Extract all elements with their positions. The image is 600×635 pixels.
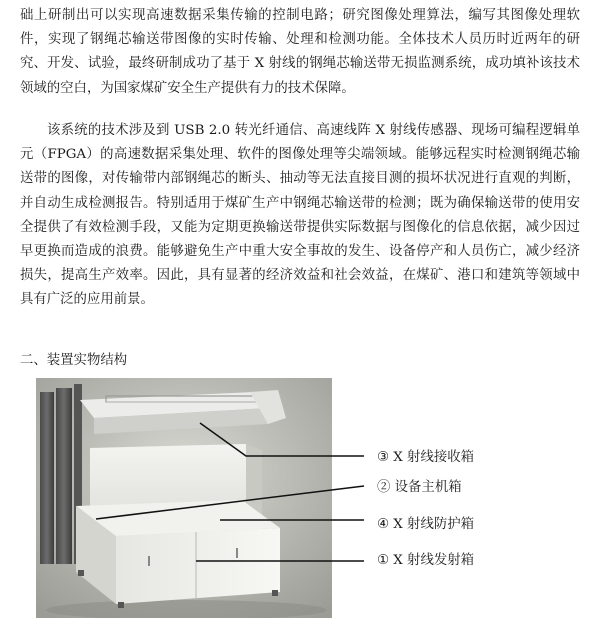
label-xray-shield-box: ④ X 射线防护箱 <box>377 517 475 532</box>
paragraph-1: 础上研制出可以实现高速数据采集传输的控制电路；研究图像处理算法，编写其图像处理软件，实现了钢绳芯输送带图像的实时传输、处理和检测功能。全体技术人员历时近两年的研究、开发、试验，最终研制成功了基于 X 射线的钢绳芯输送带无损监测系统，成功填补该技术领域的空白，为国家煤矿安全生产提供有力的技术保障。 <box>20 8 580 96</box>
section-heading: 二、装置实物结构 <box>20 353 128 368</box>
label-xray-receiver-box: ③ X 射线接收箱 <box>377 450 475 465</box>
paragraph-2: 该系统的技术涉及到 USB 2.0 转光纤通信、高速线阵 X 射线传感器、现场可编程逻辑单元（FPGA）的高速数据采集处理、软件的图像处理等尖端领域。能够远程实时检测钢绳芯输送带的图像，对传输带内部钢绳芯的断头、抽动等无法直接目测的损坏状况进行直观的判断，并自动生成检测报告。特别适用于煤矿生产中钢绳芯输送带的检测；既为确保输送带的使用安全提供了有效检测手段，又能为定期更换输送带提供实际数据与图像化的信息依据，减少因过早更换而造成的浪费。能够避免生产中重大安全事故的发生、设备停产和人员伤亡，减少经济损失，提高生产效率。因此，具有显著的经济效益和社会效益，在煤矿、港口和建筑等领域中具有广泛的应用前景。 <box>20 123 580 308</box>
label-xray-emitter-box: ① X 射线发射箱 <box>377 553 475 568</box>
device-photo <box>36 378 332 618</box>
label-main-unit-box: ② 设备主机箱 <box>377 480 462 495</box>
